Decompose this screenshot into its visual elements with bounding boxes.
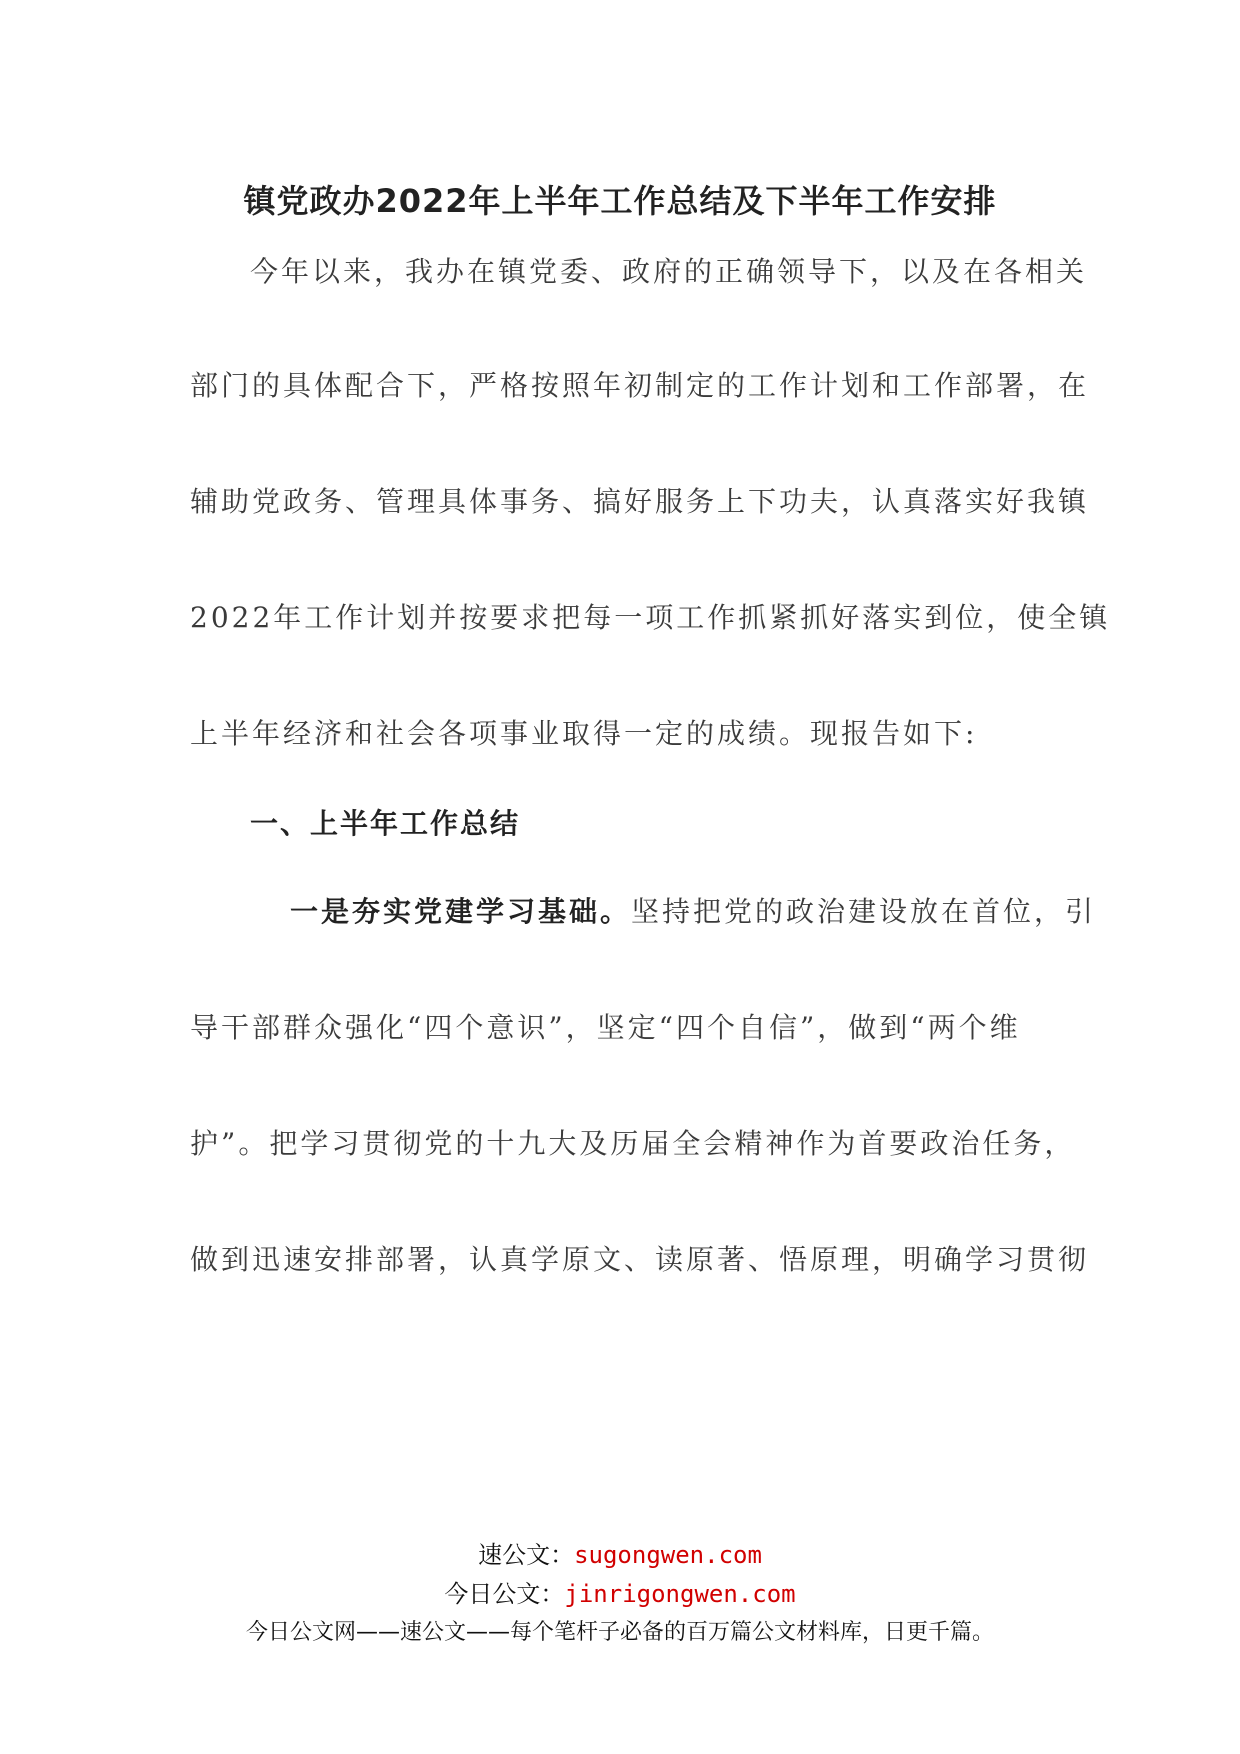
paragraph2-line-3: 护”。把学习贯彻党的十九大及历届全会精神作为首要政治任务， bbox=[190, 1127, 1076, 1160]
paragraph1-line-3: 辅助党政务、管理具体事务、搞好服务上下功夫，认真落实好我镇 bbox=[190, 485, 1090, 518]
footer-label-1: 速公文： bbox=[478, 1541, 575, 1569]
paragraph1-line-2: 部门的具体配合下，严格按照年初制定的工作计划和工作部署，在 bbox=[190, 369, 1090, 402]
paragraph1-line-1: 今年以来，我办在镇党委、政府的正确领导下，以及在各相关 bbox=[250, 255, 1088, 288]
paragraph1-line-4: 2022年工作计划并按要求把每一项工作抓紧抓好落实到位，使全镇 bbox=[190, 601, 1111, 634]
document-title: 镇党政办2022年上半年工作总结及下半年工作安排 bbox=[243, 182, 997, 220]
footer-line-2 bbox=[0, 1574, 1240, 1609]
footer-link-jinrigongwen[interactable]: jinrigongwen.com bbox=[564, 1580, 796, 1608]
footer-line-1 bbox=[0, 1535, 1240, 1570]
paragraph1-line-5: 上半年经济和社会各项事业取得一定的成绩。现报告如下: bbox=[190, 717, 978, 750]
paragraph2-line-4: 做到迅速安排部署，认真学原文、读原著、悟原理，明确学习贯彻 bbox=[190, 1243, 1090, 1276]
section-heading: 一、上半年工作总结 bbox=[250, 807, 521, 840]
footer-link-sugongwen[interactable]: sugongwen.com bbox=[574, 1541, 762, 1569]
paragraph2-line-1 bbox=[290, 892, 1097, 932]
paragraph2-line-1-rest: 坚持把党的政治建设放在首位，引 bbox=[631, 895, 1097, 928]
footer-tagline: 今日公文网——速公文——每个笔杆子必备的百万篇公文材料库，日更千篇。 bbox=[245, 1620, 994, 1645]
paragraph2-lead: 一是夯实党建学习基础。 bbox=[290, 895, 632, 928]
paragraph2-line-2: 导干部群众强化“四个意识”，坚定“四个自信”，做到“两个维 bbox=[190, 1011, 1021, 1044]
footer-label-2: 今日公文： bbox=[444, 1580, 565, 1608]
